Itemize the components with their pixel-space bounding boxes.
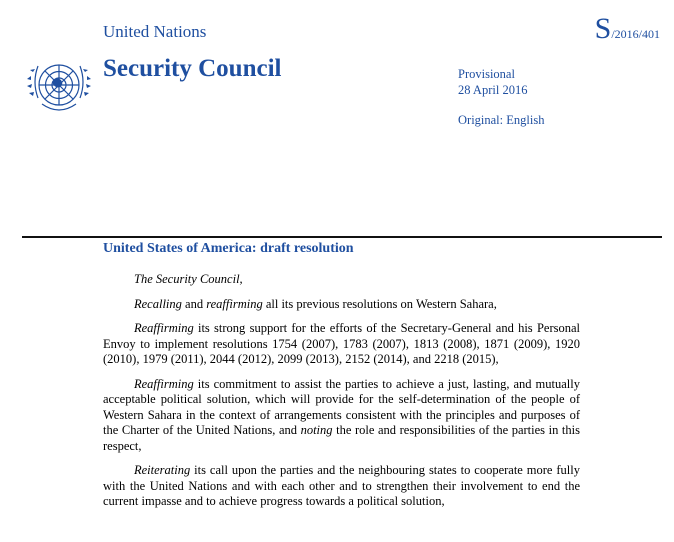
paragraph: Reiterating its call upon the parties and the neighbouring states to cooperate more fully with the United Nations and with each other and to strengthen their involvement to end the current impasse and to achieve progress towards a political solution, bbox=[103, 463, 580, 508]
organization-name: United Nations bbox=[103, 22, 207, 41]
status-label: Provisional bbox=[458, 67, 515, 81]
opening-line: The Security Council, bbox=[134, 272, 243, 286]
date-label: 28 April 2016 bbox=[458, 83, 528, 97]
resolution-body bbox=[103, 272, 580, 519]
document-title: United States of America: draft resolution bbox=[103, 241, 354, 256]
paragraph: Reaffirming its strong support for the efforts of the Secretary-General and his Personal Envoy to implement resolutions 1754 (2007), 1783 (2007), 1813 (2008), 1871 (2009), 1920 (2010), 1979 (2011), 2044 (2012), 2099 (2013), 2152 (2014), and 2218 (2015), bbox=[103, 321, 580, 366]
symbol-prefix: S bbox=[594, 12, 612, 45]
document-symbol bbox=[595, 12, 660, 46]
un-emblem-icon bbox=[24, 52, 94, 122]
original-language: Original: English bbox=[458, 113, 545, 127]
paragraph: Recalling and reaffirming all its previous resolutions on Western Sahara, bbox=[134, 296, 497, 311]
symbol-suffix: /2016/401 bbox=[611, 27, 660, 41]
header-divider bbox=[22, 236, 662, 238]
organ-title: Security Council bbox=[103, 55, 282, 82]
document-meta bbox=[458, 66, 544, 128]
paragraph: Reaffirming its commitment to assist the parties to achieve a just, lasting, and mutually acceptable political solution, which will provide for the self-determination of the people of Western Sahara in the context of arrangements consistent with the principles and purposes of the Charter of the United Nations, and noting the role and responsibilities of the parties in this respect, bbox=[103, 376, 580, 453]
